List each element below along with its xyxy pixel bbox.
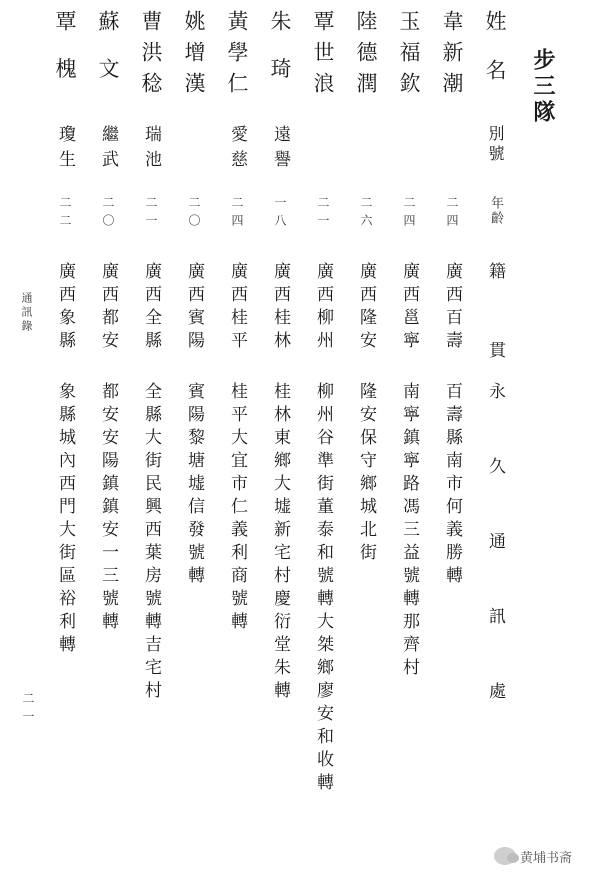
table-row-name — [179, 10, 209, 103]
roster-address: 桂平大宜市仁義利商號轉 — [227, 382, 247, 635]
roster-native: 廣西邕寧 — [399, 262, 419, 354]
table-row-alias — [222, 125, 252, 175]
table-row-age — [308, 196, 338, 232]
roster-age: 二〇 — [101, 196, 115, 232]
header-name: 姓名 — [483, 10, 507, 108]
roster-address: 隆安保守鄉城北街 — [356, 382, 376, 566]
side-label: 通訊錄 — [20, 292, 33, 334]
roster-age: 二〇 — [187, 196, 201, 232]
table-row-native — [265, 262, 295, 354]
roster-name: 覃 槐 — [53, 10, 77, 89]
table-row-address — [136, 382, 166, 704]
table-row-age — [351, 196, 381, 232]
table-row-address — [351, 382, 381, 566]
table-row-native — [222, 262, 252, 354]
table-row-address — [308, 382, 338, 796]
table-row-name — [136, 10, 166, 103]
table-row-native — [437, 262, 467, 354]
table-row-address — [50, 382, 80, 658]
table-row-alias — [136, 125, 166, 175]
table-row-native — [394, 262, 424, 354]
table-row-name — [93, 10, 123, 89]
table-row-age — [394, 196, 424, 232]
roster-alias: 繼武 — [98, 125, 118, 175]
roster-name: 曹洪稔 — [139, 10, 163, 103]
table-row-alias — [50, 125, 80, 175]
table-row-name — [437, 10, 467, 103]
table-row-age — [265, 196, 295, 232]
roster-age: 一八 — [273, 196, 287, 232]
roster-alias: 遠譽 — [270, 125, 290, 175]
table-row-alias — [93, 125, 123, 175]
watermark — [494, 844, 572, 868]
roster-age: 二六 — [359, 196, 373, 232]
roster-native: 廣西賓陽 — [184, 262, 204, 354]
roster-age: 二一 — [144, 196, 158, 232]
table-row-age — [50, 196, 80, 232]
header-address: 永久通訊處 — [485, 382, 505, 757]
roster-native: 廣西桂平 — [227, 262, 247, 354]
roster-alias: 瑞池 — [141, 125, 161, 175]
roster-name: 黃學仁 — [225, 10, 249, 103]
roster-name: 韋新潮 — [440, 10, 464, 103]
table-row-address — [265, 382, 295, 704]
header-address-cell — [480, 382, 510, 757]
header-alias: 別號 — [486, 125, 505, 165]
table-row-address — [394, 382, 424, 681]
table-row-native — [308, 262, 338, 354]
table-row-name — [50, 10, 80, 89]
table-row-age — [179, 196, 209, 232]
roster-address: 柳州谷準街董泰和號轉大桀鄉廖安和收轉 — [313, 382, 333, 796]
table-row-native — [179, 262, 209, 354]
roster-native: 廣西全縣 — [141, 262, 161, 354]
table-row-native — [351, 262, 381, 354]
roster-name: 姚增漢 — [182, 10, 206, 103]
roster-name: 玉福欽 — [397, 10, 421, 103]
roster-address: 百壽縣南市何義勝轉 — [442, 382, 462, 589]
roster-age: 二四 — [402, 196, 416, 232]
table-row-address — [222, 382, 252, 635]
roster-native: 廣西都安 — [98, 262, 118, 354]
roster-age: 二四 — [445, 196, 459, 232]
table-row-native — [93, 262, 123, 354]
roster-alias: 瓊生 — [55, 125, 75, 175]
table-row-age — [437, 196, 467, 232]
roster-age: 二四 — [230, 196, 244, 232]
roster-name: 陸德潤 — [354, 10, 378, 103]
roster-alias: 愛慈 — [227, 125, 247, 175]
table-row-name — [308, 10, 338, 103]
roster-native: 廣西象縣 — [55, 262, 75, 354]
roster-native: 廣西桂林 — [270, 262, 290, 354]
roster-native: 廣西隆安 — [356, 262, 376, 354]
header-column — [480, 10, 510, 108]
header-age-cell — [480, 196, 510, 226]
table-row-name — [394, 10, 424, 103]
table-row-age — [136, 196, 166, 232]
roster-address: 南寧鎮寧路馮三益號轉那齊村 — [399, 382, 419, 681]
roster-native: 廣西百壽 — [442, 262, 462, 354]
table-row-age — [93, 196, 123, 232]
header-age: 年齡 — [488, 196, 503, 226]
watermark-text: 黄埔书斋 — [520, 850, 573, 866]
roster-address: 象縣城內西門大街區裕利轉 — [55, 382, 75, 658]
table-row-name — [265, 10, 295, 89]
table-row-name — [351, 10, 381, 103]
roster-address: 賓陽黎塘墟信發號轉 — [184, 382, 204, 589]
table-row-address — [93, 382, 123, 635]
roster-address: 全縣大街民興西葉房號轉吉宅村 — [141, 382, 161, 704]
page-number: 二一 — [21, 692, 35, 728]
table-row-alias — [265, 125, 295, 175]
roster-age: 二二 — [58, 196, 72, 232]
table-row-age — [222, 196, 252, 232]
roster-name: 朱 琦 — [268, 10, 292, 89]
wechat-icon — [494, 847, 516, 865]
roster-address: 桂林東鄉大墟新宅村慶衍堂朱轉 — [270, 382, 290, 704]
header-alias-cell — [480, 125, 510, 165]
table-row-native — [136, 262, 166, 354]
table-row-native — [50, 262, 80, 354]
roster-name: 覃世浪 — [311, 10, 335, 103]
table-row-name — [222, 10, 252, 103]
table-row-address — [437, 382, 467, 589]
roster-name: 蘇 文 — [96, 10, 120, 89]
roster-age: 二一 — [316, 196, 330, 232]
header-native: 籍貫 — [485, 262, 505, 420]
unit-title: 步三隊 — [530, 48, 556, 126]
table-row-address — [179, 382, 209, 589]
roster-address: 都安安陽鎮鎮安一三號轉 — [98, 382, 118, 635]
roster-native: 廣西柳州 — [313, 262, 333, 354]
